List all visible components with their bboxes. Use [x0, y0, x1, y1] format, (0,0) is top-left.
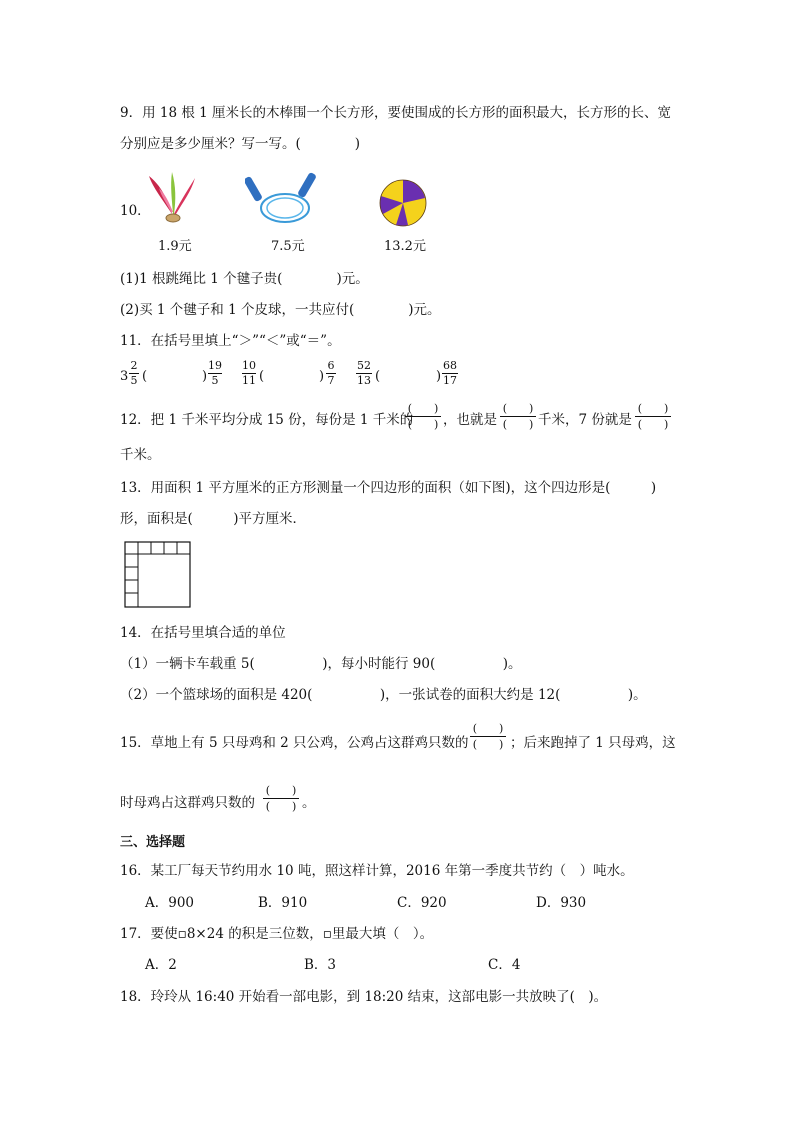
price-shuttlecock: 1.9元 [158, 239, 192, 254]
fraction-2-5: 2 5 [130, 359, 138, 387]
q13-line2: 形，面积是( )平方厘米． [120, 511, 307, 527]
q12-part2: ，也就是 [443, 412, 497, 428]
q12-part1: 12．把 1 千米平均分成 15 份，每份是 1 千米的 [120, 412, 414, 428]
q12-blank-fraction-2: ( ) ( ) [500, 402, 536, 431]
q15-end: 。 [302, 795, 316, 811]
fraction-68-17: 68 17 [443, 359, 457, 387]
q12-blank-fraction-3: ( ) ( ) [635, 402, 671, 431]
q17-option-a[interactable]: A．2 [145, 957, 177, 973]
q16-text: 16．某工厂每天节约用水 10 吨，照这样计算，2016 年第一季度共节约（ ）吨水。 [120, 863, 634, 879]
mixed-whole: 3 [120, 369, 129, 384]
q14-sub2: （2）一个篮球场的面积是 420( )，一张试卷的面积大约是 12( )。 [120, 687, 647, 703]
q16-option-b[interactable]: B．910 [258, 895, 308, 911]
q14-title: 14．在括号里填合适的单位 [120, 625, 286, 641]
q16-option-c[interactable]: C．920 [397, 895, 447, 911]
quadrilateral-grid-figure [124, 541, 192, 613]
paren-close: ) [436, 369, 442, 384]
q12-blank-fraction-1: ( ) ( ) [405, 402, 441, 431]
q9-line1: 9．用 18 根 1 厘米长的木棒围一个长方形，要使围成的长方形的面积最大，长方形的长、宽 [120, 105, 672, 121]
q10-sub2: (2)买 1 个毽子和 1 个皮球，一共应付( )元。 [120, 302, 441, 318]
q17-option-b[interactable]: B．3 [304, 957, 337, 973]
q15-blank-fraction-2: ( ) ( ) [263, 784, 299, 813]
shuttlecock-icon [145, 170, 200, 230]
q11-comparisons [120, 360, 480, 394]
q15-part2: ；后来跑掉了 1 只母鸡，这 [510, 735, 676, 751]
q17-text: 17．要使▫8×24 的积是三位数，▫里最大填（ ）。 [120, 926, 434, 942]
q12-part3: 千米，7 份就是 [538, 412, 632, 428]
fraction-6-7: 6 7 [327, 359, 335, 387]
q12-line2: 千米。 [120, 447, 161, 463]
fraction-10-11: 10 11 [242, 359, 256, 387]
q11-text: 11．在括号里填上“＞”“＜”或“＝”。 [120, 333, 341, 349]
q15-part1: 15．草地上有 5 只母鸡和 2 只公鸡，公鸡占这群鸡只数的 [120, 735, 469, 751]
q17-option-c[interactable]: C．4 [488, 957, 521, 973]
fraction-19-5: 19 5 [208, 359, 222, 387]
q16-option-a[interactable]: A．900 [145, 895, 195, 911]
q13-line1: 13．用面积 1 平方厘米的正方形测量一个四边形的面积（如下图)，这个四边形是( ) [120, 480, 657, 496]
jump-rope-icon [245, 170, 320, 230]
section-heading: 三、选择题 [120, 835, 186, 850]
q10-number: 10． [120, 203, 151, 219]
price-ball: 13.2元 [384, 239, 426, 254]
paren-open: ( [259, 369, 265, 384]
price-jump-rope: 7.5元 [271, 239, 305, 254]
q14-sub1: （1）一辆卡车载重 5( )，每小时能行 90( )。 [120, 656, 522, 672]
paren-open: ( [142, 369, 148, 384]
paren-close: ) [319, 369, 325, 384]
q16-option-d[interactable]: D．930 [536, 895, 587, 911]
q10-sub1: (1)1 根跳绳比 1 个毽子贵( )元。 [120, 271, 369, 287]
q18-text: 18．玲玲从 16:40 开始看一部电影，到 18:20 结束，这部电影一共放映了( )。 [120, 989, 608, 1005]
q9-line2: 分别应是多少厘米？写一写。( ) [120, 136, 361, 152]
q15-blank-fraction-1: ( ) ( ) [470, 722, 506, 751]
fraction-52-13: 52 13 [357, 359, 371, 387]
paren-close: ) [202, 369, 208, 384]
q15-line2: 时母鸡占这群鸡只数的 [120, 795, 255, 811]
paren-open: ( [375, 369, 381, 384]
ball-icon [378, 178, 428, 228]
